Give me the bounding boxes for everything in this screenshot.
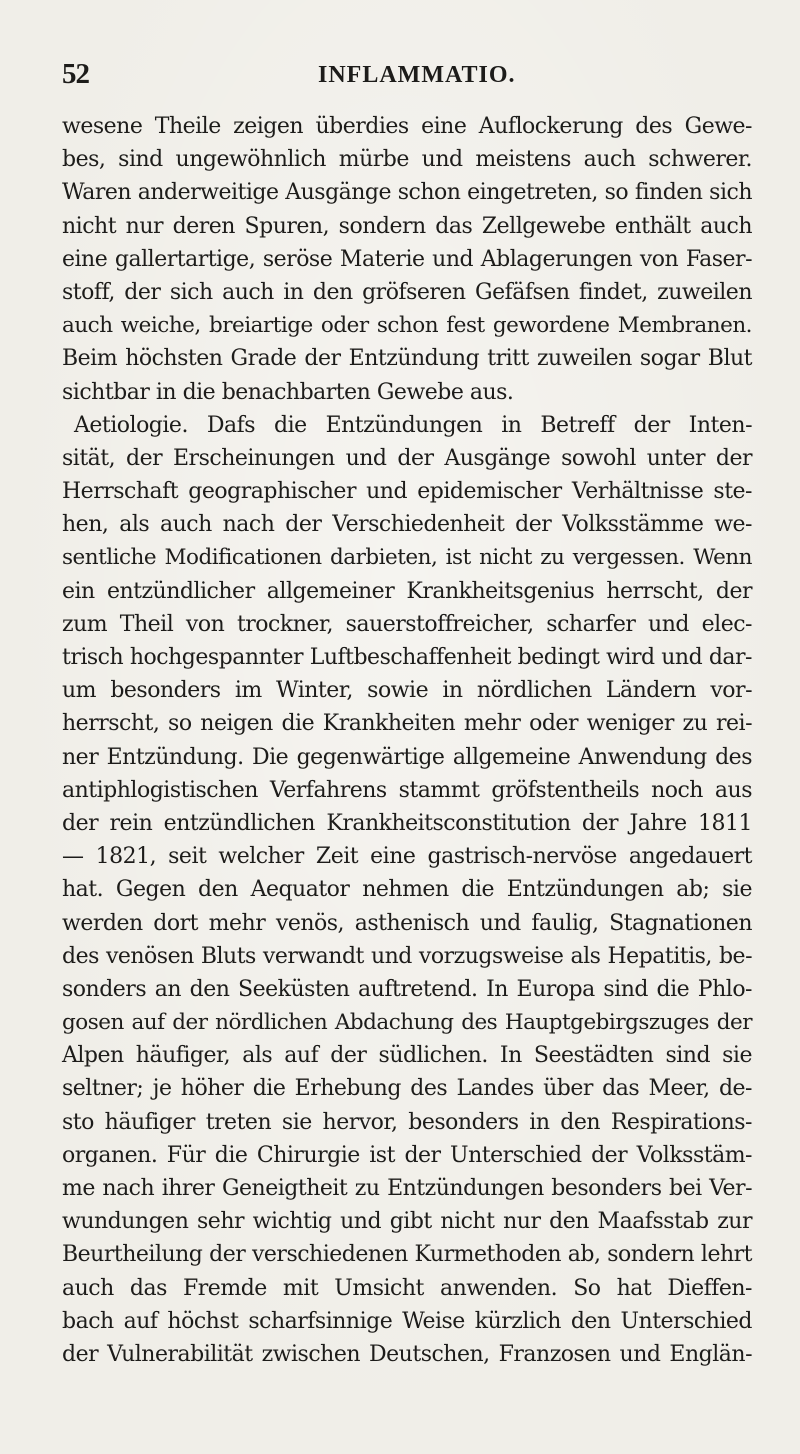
- text-line: Beurtheilung der verschiedenen Kurmethoden ab, sondern lehrt: [62, 1242, 752, 1268]
- text-line: bes, sind ungewöhnlich mürbe und meistens auch schwerer.: [62, 147, 752, 173]
- text-line: ein entzündlicher allgemeiner Krankheitsgenius herrscht, der: [62, 578, 752, 604]
- text-line: eine gallertartige, seröse Materie und Ablagerungen von Faser-: [62, 246, 752, 272]
- page-header: [62, 58, 738, 98]
- text-line: sonders an den Seeküsten auftretend. In Europa sind die Phlo-: [62, 976, 752, 1002]
- text-line: der rein entzündlichen Krankheitsconstitution der Jahre 1811: [62, 810, 752, 836]
- page-number: 52: [62, 58, 89, 90]
- body-text: [62, 110, 752, 1371]
- text-line: wesene Theile zeigen überdies eine Auflockerung des Gewe-: [62, 114, 752, 139]
- text-line: der Vulnerabilität zwischen Deutschen, Franzosen und Englän-: [62, 1341, 752, 1367]
- text-line: auch das Fremde mit Umsicht anwenden. So hat Dieffen-: [62, 1275, 752, 1301]
- running-head: INFLAMMATIO.: [318, 62, 516, 88]
- text-line: antiphlogistischen Verfahrens stammt gröfstentheils noch aus: [62, 777, 752, 803]
- text-line: herrscht, so neigen die Krankheiten mehr oder weniger zu rei-: [62, 711, 752, 737]
- text-line: sto häufiger treten sie hervor, besonders in den Respirations-: [62, 1109, 752, 1135]
- text-line: nicht nur deren Spuren, sondern das Zellgewebe enthält auch: [62, 213, 752, 239]
- text-line: auch weiche, breiartige oder schon fest gewordene Membranen.: [62, 313, 752, 339]
- text-line: Aetiologie. Dafs die Entzündungen in Betreff der Inten-: [74, 412, 752, 438]
- text-line: gosen auf der nördlichen Abdachung des Hauptgebirgszuges der: [62, 1010, 752, 1036]
- text-line: Alpen häufiger, als auf der südlichen. In Seestädten sind sie: [62, 1043, 752, 1069]
- text-line: ner Entzündung. Die gegenwärtige allgemeine Anwendung des: [62, 744, 752, 770]
- text-line: hen, als auch nach der Verschiedenheit der Volksstämme we-: [62, 512, 752, 538]
- text-line: bach auf höchst scharfsinnige Weise kürzlich den Unterschied: [62, 1308, 752, 1334]
- text-line: sentliche Modificationen darbieten, ist nicht zu vergessen. Wenn: [62, 545, 752, 571]
- text-line: — 1821, seit welcher Zeit eine gastrisch-nervöse angedauert: [62, 844, 752, 870]
- text-line: Beim höchsten Grade der Entzündung tritt zuweilen sogar Blut: [62, 346, 752, 372]
- text-line: wundungen sehr wichtig und gibt nicht nur den Maafsstab zur: [62, 1209, 752, 1235]
- text-line: stoff, der sich auch in den gröfseren Gefäfsen findet, zuweilen: [62, 279, 752, 305]
- text-line: organen. Für die Chirurgie ist der Unterschied der Volksstäm-: [62, 1142, 752, 1168]
- text-line: hat. Gegen den Aequator nehmen die Entzündungen ab; sie: [62, 877, 752, 903]
- text-line: des venösen Bluts verwandt und vorzugsweise als Hepatitis, be-: [62, 943, 752, 969]
- text-line: me nach ihrer Geneigtheit zu Entzündungen besonders bei Ver-: [62, 1176, 752, 1201]
- text-line: zum Theil von trockner, sauerstoffreicher, scharfer und elec-: [62, 611, 752, 637]
- text-line: Herrschaft geographischer und epidemischer Verhältnisse ste-: [62, 479, 752, 505]
- text-line: sität, der Erscheinungen und der Ausgänge sowohl unter der: [62, 445, 752, 471]
- text-line: seltner; je höher die Erhebung des Landes über das Meer, de-: [62, 1076, 752, 1102]
- text-line: sichtbar in die benachbarten Gewebe aus.: [62, 379, 514, 405]
- text-line: trisch hochgespannter Luftbeschaffenheit bedingt wird und dar-: [62, 645, 752, 670]
- text-line: um besonders im Winter, sowie in nördlichen Ländern vor-: [62, 678, 752, 704]
- text-line: werden dort mehr venös, asthenisch und faulig, Stagnationen: [62, 910, 752, 936]
- text-line: Waren anderweitige Ausgänge schon eingetreten, so finden sich: [62, 180, 752, 206]
